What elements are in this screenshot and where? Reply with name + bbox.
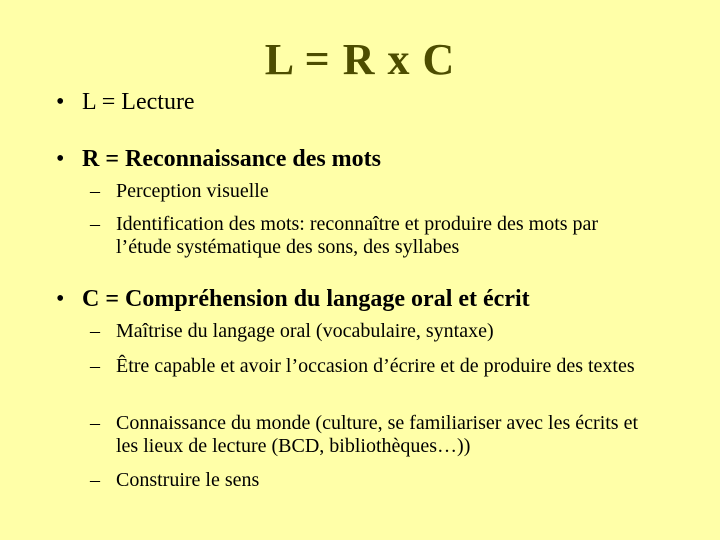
- bullet-lecture: [56, 88, 195, 116]
- slide-title: L = R x C: [264, 35, 456, 84]
- bullet-text: C = Compréhension du langage oral et écrit: [82, 286, 530, 312]
- bullet-text: L = Lecture: [82, 89, 195, 115]
- sub-text: Identification des mots: reconnaître et produire des mots par l’étude systématique des sons, des syllabes: [116, 213, 599, 258]
- sub-item: [90, 355, 650, 378]
- sub-text: Perception visuelle: [116, 180, 269, 202]
- bullet-reconnaissance: [56, 145, 381, 173]
- sub-text: Connaissance du monde (culture, se familiariser avec les écrits et les lieux de lecture (BCD, bibliothèques…)): [116, 412, 639, 457]
- sub-item: [90, 213, 650, 259]
- sub-item: [90, 320, 690, 343]
- sub-marker: –: [90, 320, 100, 342]
- sub-marker: –: [90, 213, 100, 235]
- sub-item: [90, 180, 690, 203]
- bullet-comprehension: [56, 285, 530, 313]
- bullet-marker: •: [56, 286, 65, 312]
- sub-item: [90, 469, 690, 492]
- bullet-text: R = Reconnaissance des mots: [82, 146, 382, 172]
- sub-marker: –: [90, 412, 100, 434]
- sub-text: Maîtrise du langage oral (vocabulaire, syntaxe): [116, 320, 494, 342]
- sub-text: Être capable et avoir l’occasion d’écrire et de produire des textes: [116, 355, 635, 377]
- sub-text: Construire le sens: [116, 469, 260, 491]
- sub-marker: –: [90, 355, 100, 377]
- bullet-marker: •: [56, 146, 65, 172]
- sub-marker: –: [90, 180, 100, 202]
- sub-marker: –: [90, 469, 100, 491]
- bullet-marker: •: [56, 89, 65, 115]
- sub-item: [90, 412, 650, 458]
